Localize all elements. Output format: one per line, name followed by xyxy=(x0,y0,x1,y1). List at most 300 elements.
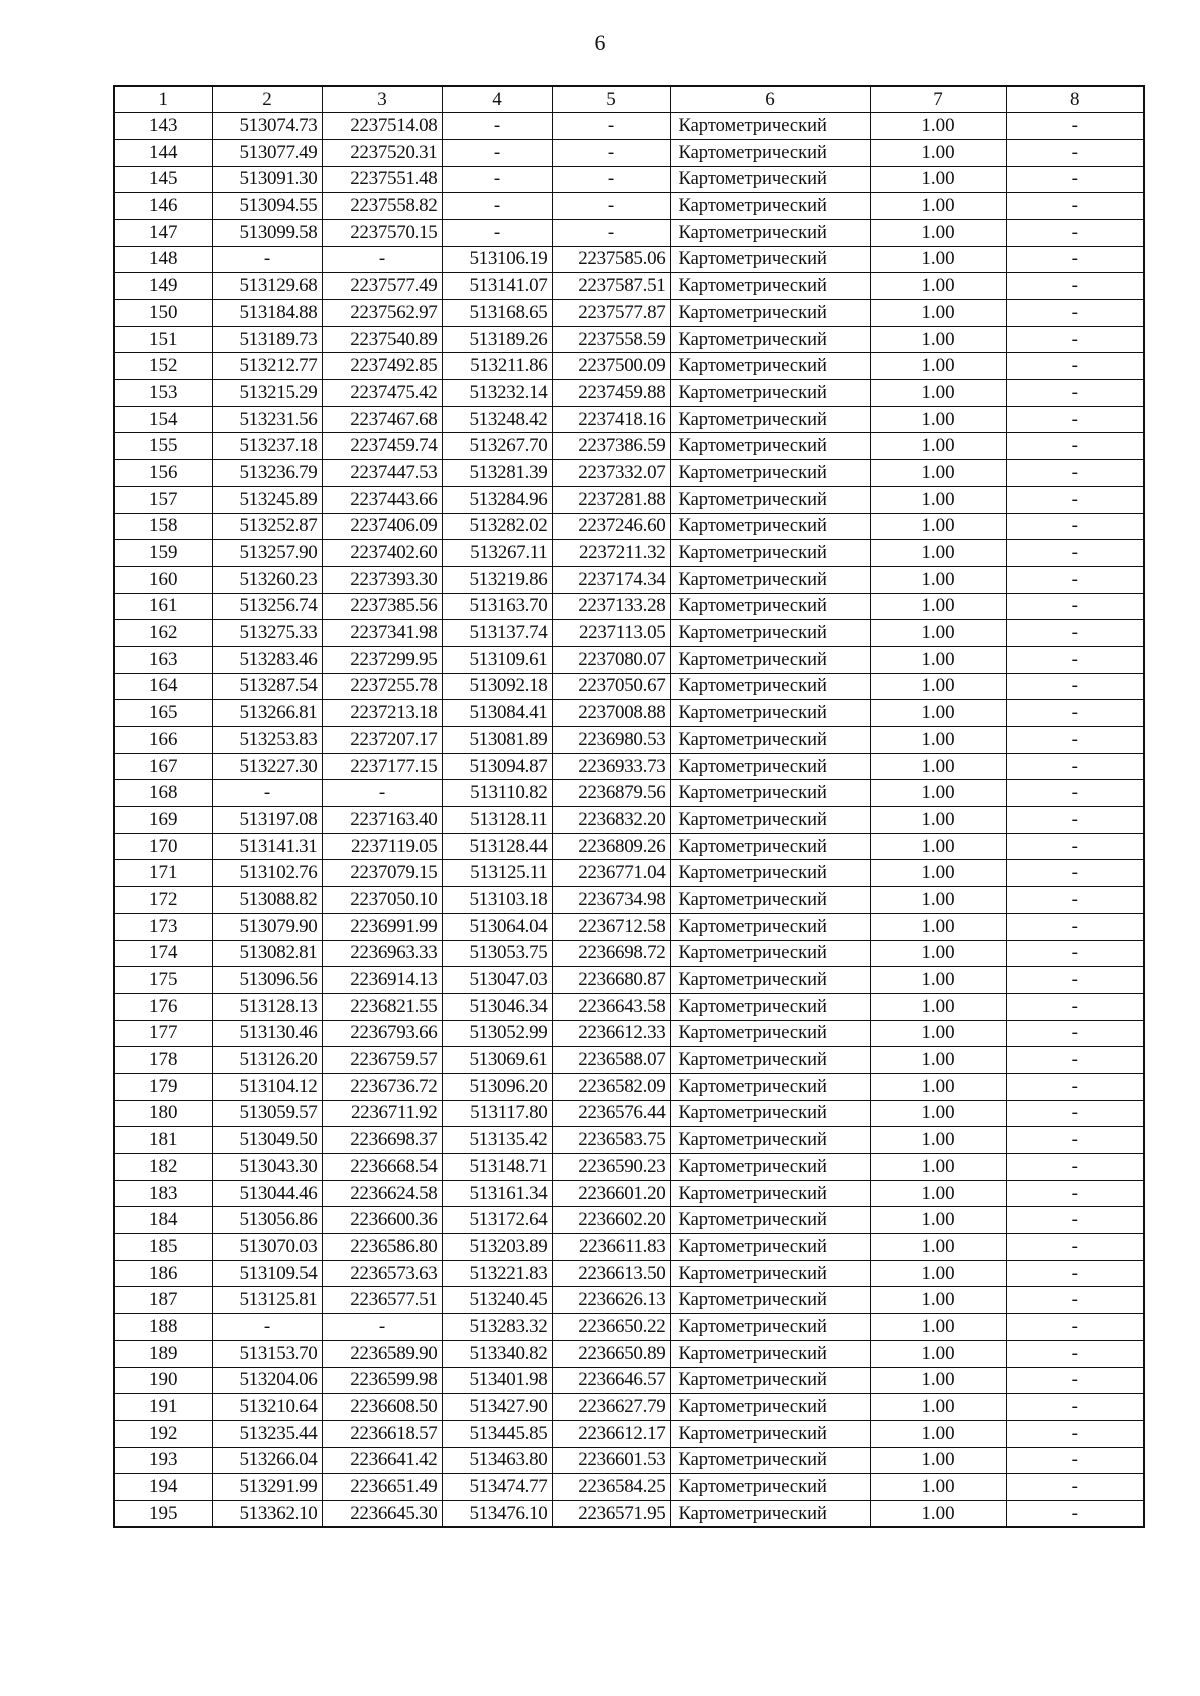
coord-y-cell: 2237406.09 xyxy=(322,513,442,540)
method-cell: Картометрический xyxy=(670,1474,870,1501)
note-cell: - xyxy=(1006,593,1144,620)
coord-x-cell: 513099.58 xyxy=(212,219,322,246)
method-cell: Картометрический xyxy=(670,1340,870,1367)
coord-y-cell: 2237562.97 xyxy=(322,300,442,327)
point-number-cell: 186 xyxy=(114,1260,212,1287)
table-row xyxy=(114,1073,1144,1100)
method-cell: Картометрический xyxy=(670,673,870,700)
table-row xyxy=(114,780,1144,807)
table-row xyxy=(114,113,1144,140)
coord-x-cell: 513059.57 xyxy=(212,1100,322,1127)
method-cell: Картометрический xyxy=(670,566,870,593)
table-row xyxy=(114,1180,1144,1207)
coord-x-cell: 513109.54 xyxy=(212,1260,322,1287)
point-number-cell: 143 xyxy=(114,113,212,140)
accuracy-cell: 1.00 xyxy=(870,460,1006,487)
method-cell: Картометрический xyxy=(670,860,870,887)
table-row xyxy=(114,326,1144,353)
new-coord-x-cell: 513047.03 xyxy=(442,967,552,994)
table-row xyxy=(114,1020,1144,1047)
note-cell: - xyxy=(1006,1394,1144,1421)
new-coord-y-cell: - xyxy=(552,113,670,140)
coord-x-cell: 513184.88 xyxy=(212,300,322,327)
coord-x-cell: - xyxy=(212,1314,322,1341)
column-header: 3 xyxy=(322,86,442,113)
coord-x-cell: 513275.33 xyxy=(212,620,322,647)
method-cell: Картометрический xyxy=(670,646,870,673)
method-cell: Картометрический xyxy=(670,513,870,540)
new-coord-y-cell: 2236588.07 xyxy=(552,1047,670,1074)
coord-x-cell: 513074.73 xyxy=(212,113,322,140)
point-number-cell: 156 xyxy=(114,460,212,487)
point-number-cell: 167 xyxy=(114,753,212,780)
accuracy-cell: 1.00 xyxy=(870,727,1006,754)
method-cell: Картометрический xyxy=(670,1207,870,1234)
column-header: 5 xyxy=(552,86,670,113)
note-cell: - xyxy=(1006,1207,1144,1234)
note-cell: - xyxy=(1006,1020,1144,1047)
table-row xyxy=(114,1047,1144,1074)
note-cell: - xyxy=(1006,860,1144,887)
new-coord-y-cell: 2237133.28 xyxy=(552,593,670,620)
new-coord-y-cell: 2236933.73 xyxy=(552,753,670,780)
table-row xyxy=(114,593,1144,620)
table-row xyxy=(114,700,1144,727)
new-coord-x-cell: 513046.34 xyxy=(442,993,552,1020)
point-number-cell: 151 xyxy=(114,326,212,353)
new-coord-y-cell: 2237459.88 xyxy=(552,380,670,407)
coord-x-cell: 513236.79 xyxy=(212,460,322,487)
note-cell: - xyxy=(1006,1314,1144,1341)
point-number-cell: 190 xyxy=(114,1367,212,1394)
point-number-cell: 155 xyxy=(114,433,212,460)
new-coord-x-cell: 513081.89 xyxy=(442,727,552,754)
table-row xyxy=(114,1314,1144,1341)
new-coord-x-cell: 513340.82 xyxy=(442,1340,552,1367)
point-number-cell: 178 xyxy=(114,1047,212,1074)
table-row xyxy=(114,727,1144,754)
coord-x-cell: 513231.56 xyxy=(212,406,322,433)
table-row xyxy=(114,513,1144,540)
table-row xyxy=(114,967,1144,994)
point-number-cell: 194 xyxy=(114,1474,212,1501)
accuracy-cell: 1.00 xyxy=(870,807,1006,834)
coord-x-cell: 513102.76 xyxy=(212,860,322,887)
accuracy-cell: 1.00 xyxy=(870,139,1006,166)
accuracy-cell: 1.00 xyxy=(870,1127,1006,1154)
new-coord-x-cell: 513069.61 xyxy=(442,1047,552,1074)
coord-y-cell: - xyxy=(322,1314,442,1341)
note-cell: - xyxy=(1006,1234,1144,1261)
table-row xyxy=(114,1340,1144,1367)
new-coord-x-cell: 513203.89 xyxy=(442,1234,552,1261)
coord-y-cell: 2236821.55 xyxy=(322,993,442,1020)
accuracy-cell: 1.00 xyxy=(870,1447,1006,1474)
table-row xyxy=(114,460,1144,487)
new-coord-y-cell: 2236627.79 xyxy=(552,1394,670,1421)
new-coord-y-cell: 2236612.33 xyxy=(552,1020,670,1047)
method-cell: Картометрический xyxy=(670,620,870,647)
coord-y-cell: 2237570.15 xyxy=(322,219,442,246)
new-coord-x-cell: 513135.42 xyxy=(442,1127,552,1154)
accuracy-cell: 1.00 xyxy=(870,967,1006,994)
method-cell: Картометрический xyxy=(670,1420,870,1447)
note-cell: - xyxy=(1006,940,1144,967)
accuracy-cell: 1.00 xyxy=(870,860,1006,887)
method-cell: Картометрический xyxy=(670,460,870,487)
method-cell: Картометрический xyxy=(670,380,870,407)
coord-y-cell: - xyxy=(322,246,442,273)
new-coord-y-cell: 2237281.88 xyxy=(552,486,670,513)
accuracy-cell: 1.00 xyxy=(870,753,1006,780)
accuracy-cell: 1.00 xyxy=(870,1180,1006,1207)
new-coord-y-cell: 2237174.34 xyxy=(552,566,670,593)
accuracy-cell: 1.00 xyxy=(870,1287,1006,1314)
new-coord-y-cell: 2236771.04 xyxy=(552,860,670,887)
coord-x-cell: 513044.46 xyxy=(212,1180,322,1207)
coord-x-cell: - xyxy=(212,780,322,807)
coord-y-cell: 2236963.33 xyxy=(322,940,442,967)
coord-y-cell: 2236577.51 xyxy=(322,1287,442,1314)
method-cell: Картометрический xyxy=(670,540,870,567)
point-number-cell: 168 xyxy=(114,780,212,807)
point-number-cell: 180 xyxy=(114,1100,212,1127)
method-cell: Картометрический xyxy=(670,593,870,620)
method-cell: Картометрический xyxy=(670,273,870,300)
point-number-cell: 164 xyxy=(114,673,212,700)
method-cell: Картометрический xyxy=(670,326,870,353)
coord-x-cell: 513130.46 xyxy=(212,1020,322,1047)
coord-x-cell: 513153.70 xyxy=(212,1340,322,1367)
new-coord-x-cell: 513474.77 xyxy=(442,1474,552,1501)
coord-x-cell: 513204.06 xyxy=(212,1367,322,1394)
table-row xyxy=(114,807,1144,834)
note-cell: - xyxy=(1006,1367,1144,1394)
accuracy-cell: 1.00 xyxy=(870,219,1006,246)
method-cell: Картометрический xyxy=(670,1260,870,1287)
coord-y-cell: 2237558.82 xyxy=(322,193,442,220)
coord-x-cell: 513141.31 xyxy=(212,833,322,860)
coord-x-cell: 513077.49 xyxy=(212,139,322,166)
method-cell: Картометрический xyxy=(670,1154,870,1181)
table-row xyxy=(114,219,1144,246)
note-cell: - xyxy=(1006,833,1144,860)
method-cell: Картометрический xyxy=(670,1447,870,1474)
new-coord-x-cell: 513232.14 xyxy=(442,380,552,407)
accuracy-cell: 1.00 xyxy=(870,1314,1006,1341)
accuracy-cell: 1.00 xyxy=(870,1100,1006,1127)
point-number-cell: 152 xyxy=(114,353,212,380)
point-number-cell: 158 xyxy=(114,513,212,540)
table-row xyxy=(114,1127,1144,1154)
method-cell: Картометрический xyxy=(670,887,870,914)
new-coord-x-cell: 513221.83 xyxy=(442,1260,552,1287)
point-number-cell: 177 xyxy=(114,1020,212,1047)
method-cell: Картометрический xyxy=(670,113,870,140)
new-coord-x-cell: 513284.96 xyxy=(442,486,552,513)
column-header: 4 xyxy=(442,86,552,113)
note-cell: - xyxy=(1006,326,1144,353)
coord-y-cell: 2236991.99 xyxy=(322,913,442,940)
method-cell: Картометрический xyxy=(670,1180,870,1207)
point-number-cell: 145 xyxy=(114,166,212,193)
coordinates-table xyxy=(113,85,1145,1528)
point-number-cell: 170 xyxy=(114,833,212,860)
new-coord-y-cell: 2236601.53 xyxy=(552,1447,670,1474)
point-number-cell: 185 xyxy=(114,1234,212,1261)
coord-y-cell: 2236914.13 xyxy=(322,967,442,994)
method-cell: Картометрический xyxy=(670,1287,870,1314)
method-cell: Картометрический xyxy=(670,166,870,193)
coord-x-cell: 513210.64 xyxy=(212,1394,322,1421)
new-coord-x-cell: 513125.11 xyxy=(442,860,552,887)
coord-y-cell: 2237443.66 xyxy=(322,486,442,513)
coord-x-cell: 513091.30 xyxy=(212,166,322,193)
point-number-cell: 172 xyxy=(114,887,212,914)
coord-x-cell: 513094.55 xyxy=(212,193,322,220)
note-cell: - xyxy=(1006,1047,1144,1074)
point-number-cell: 163 xyxy=(114,646,212,673)
new-coord-x-cell: 513211.86 xyxy=(442,353,552,380)
method-cell: Картометрический xyxy=(670,1367,870,1394)
coord-y-cell: 2237393.30 xyxy=(322,566,442,593)
table-row xyxy=(114,540,1144,567)
new-coord-x-cell: 513163.70 xyxy=(442,593,552,620)
accuracy-cell: 1.00 xyxy=(870,1474,1006,1501)
new-coord-x-cell: 513109.61 xyxy=(442,646,552,673)
new-coord-x-cell: 513172.64 xyxy=(442,1207,552,1234)
coord-y-cell: 2237459.74 xyxy=(322,433,442,460)
table-row xyxy=(114,1500,1144,1527)
method-cell: Картометрический xyxy=(670,1234,870,1261)
method-cell: Картометрический xyxy=(670,406,870,433)
coord-y-cell: 2237577.49 xyxy=(322,273,442,300)
coord-y-cell: 2237492.85 xyxy=(322,353,442,380)
point-number-cell: 144 xyxy=(114,139,212,166)
new-coord-y-cell: 2236650.89 xyxy=(552,1340,670,1367)
new-coord-x-cell: 513219.86 xyxy=(442,566,552,593)
method-cell: Картометрический xyxy=(670,753,870,780)
note-cell: - xyxy=(1006,807,1144,834)
new-coord-y-cell: 2237585.06 xyxy=(552,246,670,273)
point-number-cell: 149 xyxy=(114,273,212,300)
coord-y-cell: 2236641.42 xyxy=(322,1447,442,1474)
table-row xyxy=(114,1260,1144,1287)
coord-y-cell: 2237551.48 xyxy=(322,166,442,193)
new-coord-x-cell: 513064.04 xyxy=(442,913,552,940)
coord-y-cell: 2236589.90 xyxy=(322,1340,442,1367)
accuracy-cell: 1.00 xyxy=(870,1500,1006,1527)
coord-x-cell: 513260.23 xyxy=(212,566,322,593)
new-coord-y-cell: 2236590.23 xyxy=(552,1154,670,1181)
coord-y-cell: 2237079.15 xyxy=(322,860,442,887)
table-row xyxy=(114,913,1144,940)
coord-y-cell: 2237540.89 xyxy=(322,326,442,353)
new-coord-y-cell: 2236879.56 xyxy=(552,780,670,807)
new-coord-x-cell: - xyxy=(442,166,552,193)
note-cell: - xyxy=(1006,193,1144,220)
note-cell: - xyxy=(1006,380,1144,407)
table-row xyxy=(114,646,1144,673)
method-cell: Картометрический xyxy=(670,913,870,940)
coord-x-cell: 513257.90 xyxy=(212,540,322,567)
coord-x-cell: 513256.74 xyxy=(212,593,322,620)
new-coord-x-cell: 513168.65 xyxy=(442,300,552,327)
method-cell: Картометрический xyxy=(670,700,870,727)
accuracy-cell: 1.00 xyxy=(870,1260,1006,1287)
note-cell: - xyxy=(1006,1154,1144,1181)
note-cell: - xyxy=(1006,1100,1144,1127)
new-coord-x-cell: 513092.18 xyxy=(442,673,552,700)
coord-y-cell: 2236599.98 xyxy=(322,1367,442,1394)
coord-x-cell: 513079.90 xyxy=(212,913,322,940)
accuracy-cell: 1.00 xyxy=(870,1367,1006,1394)
point-number-cell: 184 xyxy=(114,1207,212,1234)
accuracy-cell: 1.00 xyxy=(870,1394,1006,1421)
note-cell: - xyxy=(1006,433,1144,460)
point-number-cell: 181 xyxy=(114,1127,212,1154)
coord-y-cell: 2236586.80 xyxy=(322,1234,442,1261)
new-coord-y-cell: 2236646.57 xyxy=(552,1367,670,1394)
point-number-cell: 175 xyxy=(114,967,212,994)
new-coord-y-cell: 2236809.26 xyxy=(552,833,670,860)
note-cell: - xyxy=(1006,1340,1144,1367)
column-header: 8 xyxy=(1006,86,1144,113)
coord-y-cell: 2236573.63 xyxy=(322,1260,442,1287)
method-cell: Картометрический xyxy=(670,300,870,327)
point-number-cell: 146 xyxy=(114,193,212,220)
coord-x-cell: - xyxy=(212,246,322,273)
accuracy-cell: 1.00 xyxy=(870,593,1006,620)
new-coord-x-cell: 513189.26 xyxy=(442,326,552,353)
note-cell: - xyxy=(1006,460,1144,487)
new-coord-y-cell: 2236712.58 xyxy=(552,913,670,940)
new-coord-y-cell: 2236584.25 xyxy=(552,1474,670,1501)
new-coord-x-cell: 513282.02 xyxy=(442,513,552,540)
new-coord-x-cell: 513117.80 xyxy=(442,1100,552,1127)
method-cell: Картометрический xyxy=(670,139,870,166)
point-number-cell: 189 xyxy=(114,1340,212,1367)
accuracy-cell: 1.00 xyxy=(870,193,1006,220)
table-row xyxy=(114,246,1144,273)
accuracy-cell: 1.00 xyxy=(870,1073,1006,1100)
coord-y-cell: 2237514.08 xyxy=(322,113,442,140)
coord-x-cell: 513104.12 xyxy=(212,1073,322,1100)
accuracy-cell: 1.00 xyxy=(870,780,1006,807)
new-coord-x-cell: - xyxy=(442,219,552,246)
coord-x-cell: 513128.13 xyxy=(212,993,322,1020)
coord-x-cell: 513189.73 xyxy=(212,326,322,353)
note-cell: - xyxy=(1006,1260,1144,1287)
method-cell: Картометрический xyxy=(670,193,870,220)
accuracy-cell: 1.00 xyxy=(870,540,1006,567)
coord-x-cell: 513266.81 xyxy=(212,700,322,727)
note-cell: - xyxy=(1006,566,1144,593)
point-number-cell: 179 xyxy=(114,1073,212,1100)
coord-y-cell: 2237475.42 xyxy=(322,380,442,407)
note-cell: - xyxy=(1006,1180,1144,1207)
method-cell: Картометрический xyxy=(670,433,870,460)
page-number: 6 xyxy=(594,30,606,55)
point-number-cell: 182 xyxy=(114,1154,212,1181)
coord-x-cell: 513129.68 xyxy=(212,273,322,300)
coord-x-cell: 513126.20 xyxy=(212,1047,322,1074)
point-number-cell: 174 xyxy=(114,940,212,967)
new-coord-y-cell: 2236832.20 xyxy=(552,807,670,834)
method-cell: Картометрический xyxy=(670,1500,870,1527)
coord-y-cell: 2236608.50 xyxy=(322,1394,442,1421)
note-cell: - xyxy=(1006,113,1144,140)
new-coord-y-cell: 2237587.51 xyxy=(552,273,670,300)
note-cell: - xyxy=(1006,1420,1144,1447)
note-cell: - xyxy=(1006,1073,1144,1100)
method-cell: Картометрический xyxy=(670,1314,870,1341)
table-row xyxy=(114,1447,1144,1474)
coord-y-cell: 2236759.57 xyxy=(322,1047,442,1074)
accuracy-cell: 1.00 xyxy=(870,166,1006,193)
accuracy-cell: 1.00 xyxy=(870,913,1006,940)
table-row xyxy=(114,1207,1144,1234)
coord-y-cell: 2237177.15 xyxy=(322,753,442,780)
table-row xyxy=(114,486,1144,513)
coord-y-cell: 2236624.58 xyxy=(322,1180,442,1207)
new-coord-y-cell: 2237050.67 xyxy=(552,673,670,700)
new-coord-x-cell: 513052.99 xyxy=(442,1020,552,1047)
accuracy-cell: 1.00 xyxy=(870,833,1006,860)
table-row xyxy=(114,887,1144,914)
coord-y-cell: 2236668.54 xyxy=(322,1154,442,1181)
coord-y-cell: 2237299.95 xyxy=(322,646,442,673)
accuracy-cell: 1.00 xyxy=(870,673,1006,700)
table-row xyxy=(114,993,1144,1020)
new-coord-x-cell: 513267.11 xyxy=(442,540,552,567)
table-row xyxy=(114,1394,1144,1421)
coord-x-cell: 513043.30 xyxy=(212,1154,322,1181)
table-row xyxy=(114,353,1144,380)
accuracy-cell: 1.00 xyxy=(870,326,1006,353)
note-cell: - xyxy=(1006,646,1144,673)
coord-y-cell: 2237207.17 xyxy=(322,727,442,754)
table-row xyxy=(114,1100,1144,1127)
method-cell: Картометрический xyxy=(670,940,870,967)
accuracy-cell: 1.00 xyxy=(870,887,1006,914)
accuracy-cell: 1.00 xyxy=(870,113,1006,140)
new-coord-x-cell: 513240.45 xyxy=(442,1287,552,1314)
new-coord-y-cell: 2236601.20 xyxy=(552,1180,670,1207)
method-cell: Картометрический xyxy=(670,1073,870,1100)
note-cell: - xyxy=(1006,139,1144,166)
method-cell: Картометрический xyxy=(670,486,870,513)
table-row xyxy=(114,673,1144,700)
method-cell: Картометрический xyxy=(670,246,870,273)
new-coord-x-cell: 513094.87 xyxy=(442,753,552,780)
new-coord-y-cell: - xyxy=(552,166,670,193)
point-number-cell: 161 xyxy=(114,593,212,620)
note-cell: - xyxy=(1006,1447,1144,1474)
coord-x-cell: 513235.44 xyxy=(212,1420,322,1447)
coord-y-cell: 2236651.49 xyxy=(322,1474,442,1501)
coord-x-cell: 513070.03 xyxy=(212,1234,322,1261)
method-cell: Картометрический xyxy=(670,780,870,807)
point-number-cell: 166 xyxy=(114,727,212,754)
new-coord-y-cell: 2236613.50 xyxy=(552,1260,670,1287)
accuracy-cell: 1.00 xyxy=(870,1420,1006,1447)
coord-y-cell: 2237163.40 xyxy=(322,807,442,834)
table-header-row xyxy=(114,86,1144,113)
accuracy-cell: 1.00 xyxy=(870,1207,1006,1234)
point-number-cell: 176 xyxy=(114,993,212,1020)
new-coord-y-cell: 2236734.98 xyxy=(552,887,670,914)
